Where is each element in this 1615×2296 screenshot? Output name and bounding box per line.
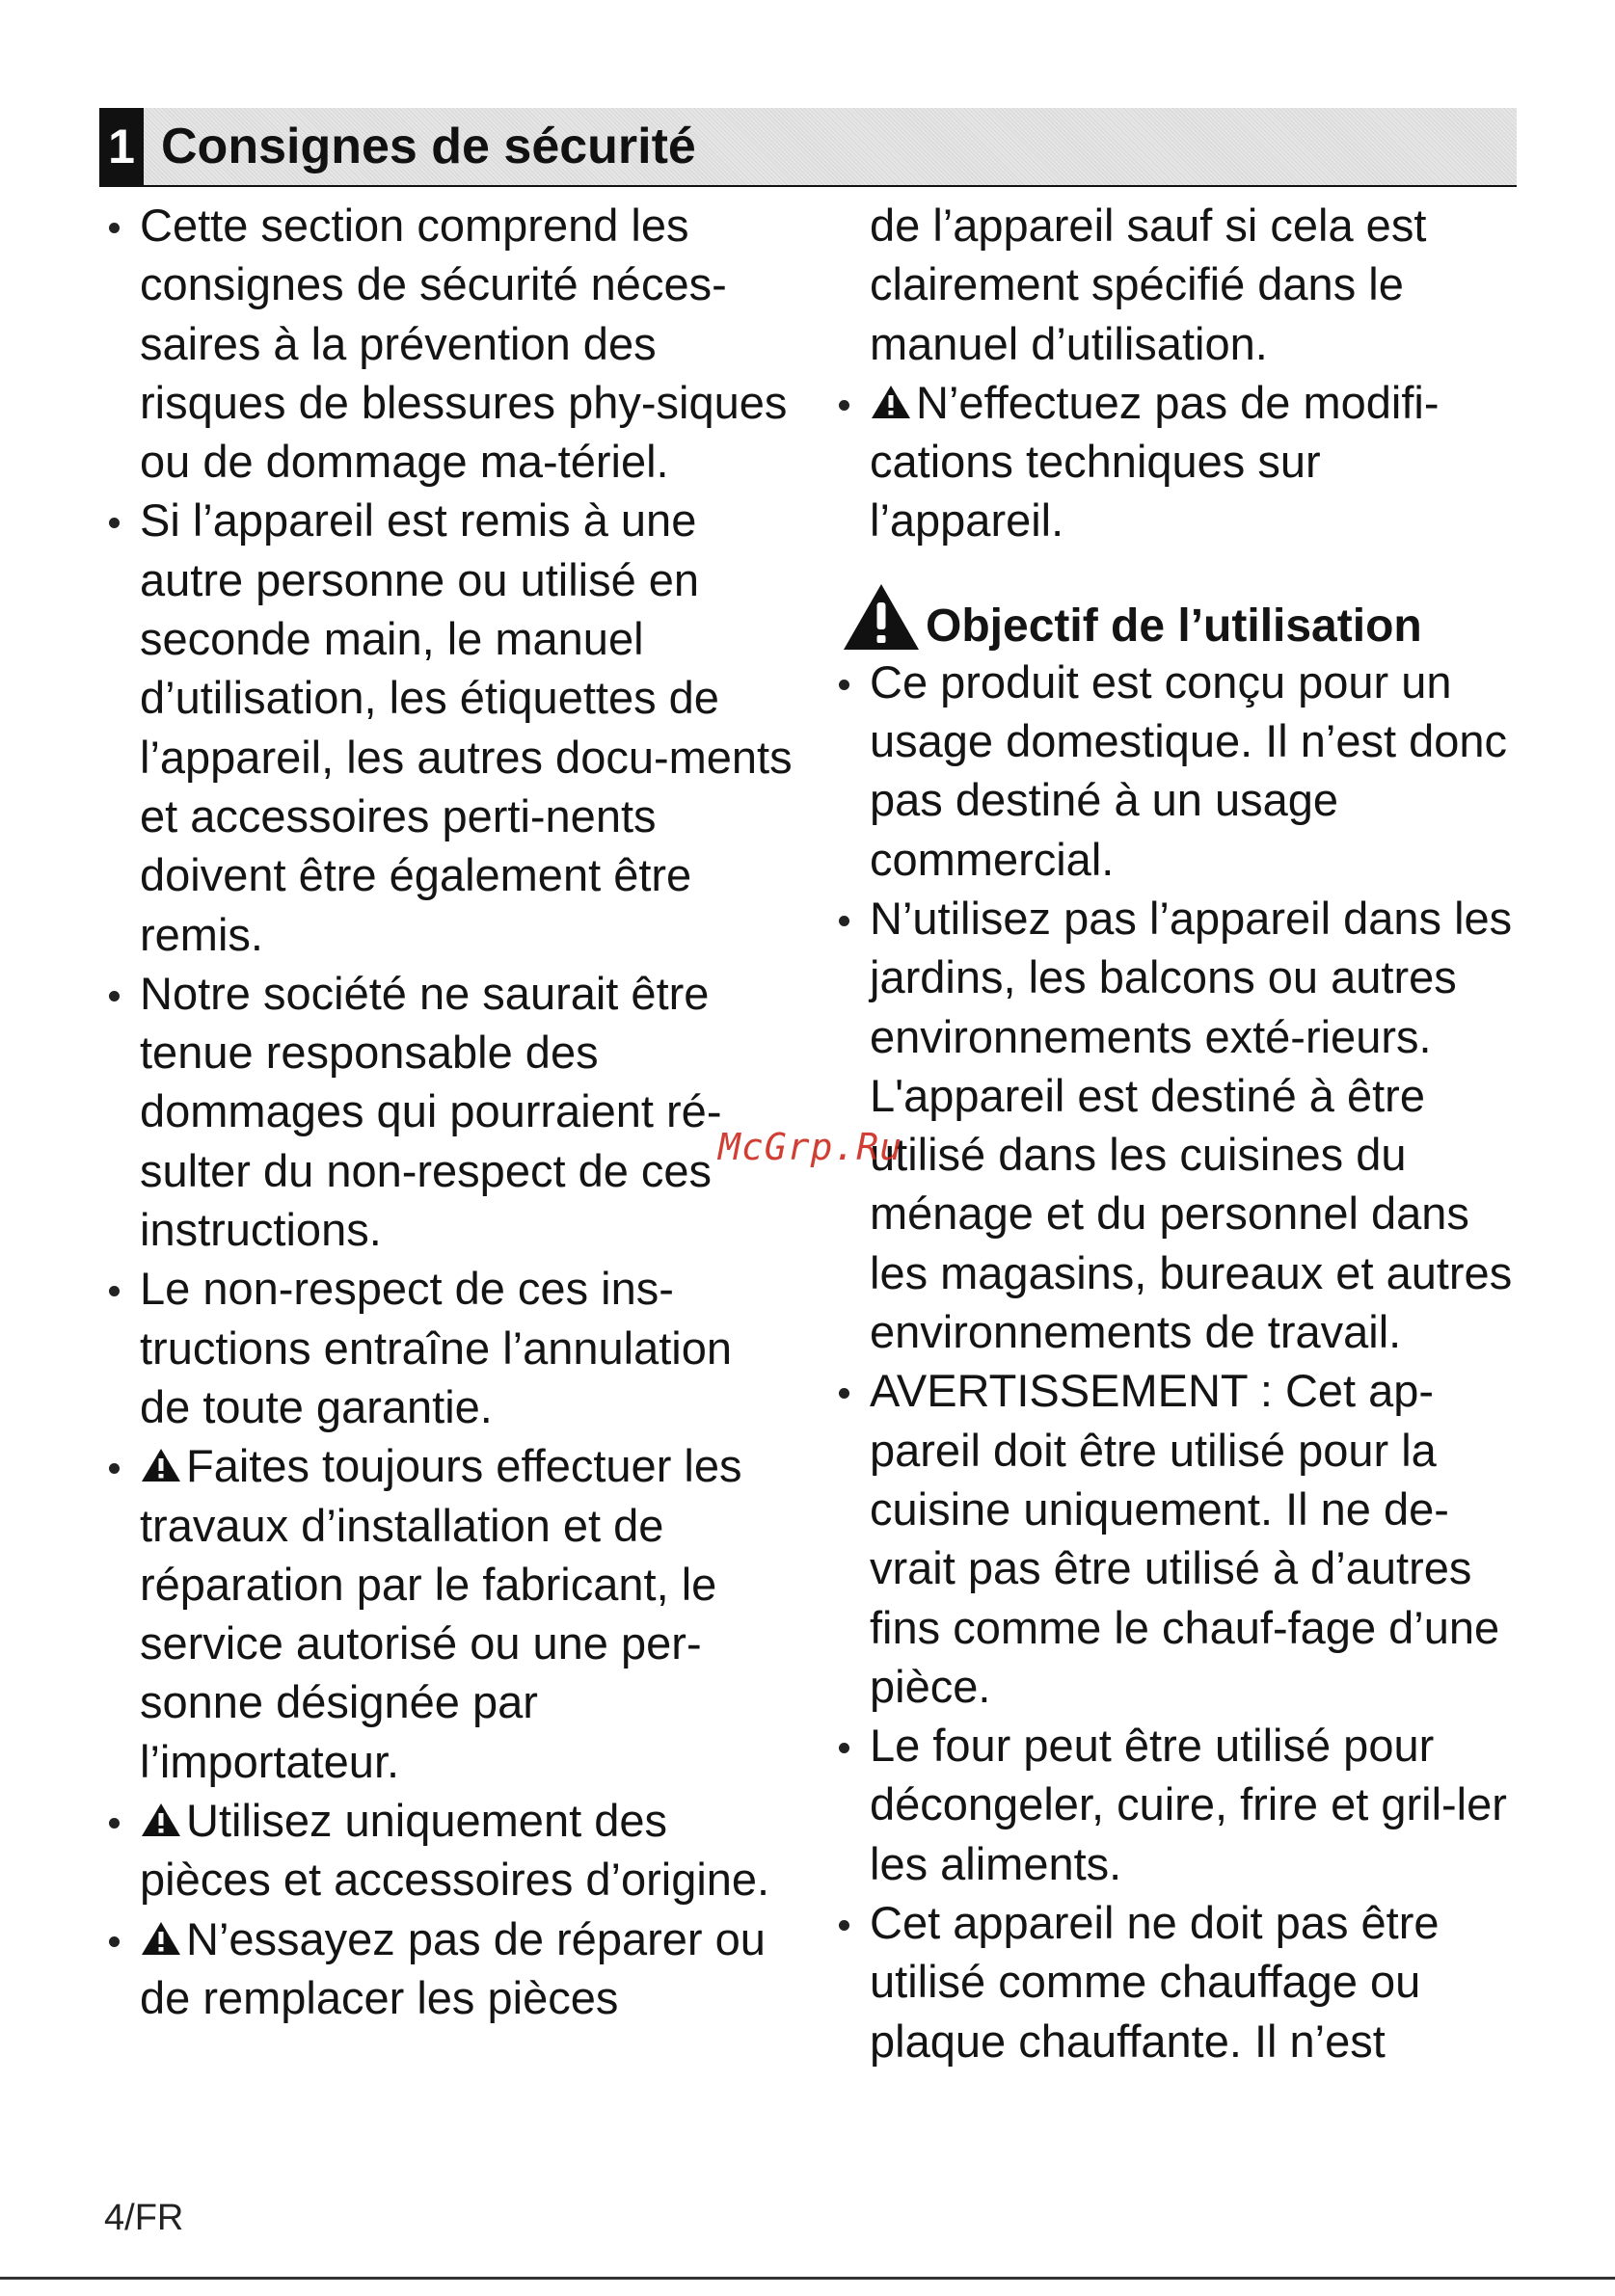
- list-item: Cette section comprend les consignes de sécurité néces-saires à la prévention des risques de blessures phy-siques ou de dommage ma-tériel.: [99, 196, 794, 491]
- list-item: N’effectuez pas de modifi-cations techniques sur l’appareil.: [829, 373, 1519, 550]
- warning-lead: AVERTISSEMENT :: [870, 1365, 1273, 1417]
- subheading-usage-purpose: Objectif de l’utilisation: [829, 585, 1519, 653]
- left-column: [99, 196, 794, 2027]
- list-item: Utilisez uniquement des pièces et accessoires d’origine.: [99, 1791, 794, 1909]
- warning-triangle-icon: [140, 1802, 182, 1838]
- list-item: Cet appareil ne doit pas être utilisé comme chauffage ou plaque chauffante. Il n’est: [829, 1893, 1519, 2070]
- list-item: N’utilisez pas l’appareil dans les jardins, les balcons ou autres environnements exté-rieurs. L'appareil est destiné à être utilisé dans les cuisines du ménage et du personnel dans les magasins, bureaux et autres environnements de travail.: [829, 889, 1519, 1361]
- list-item: Si l’appareil est remis à une autre personne ou utilisé en seconde main, le manuel d’utilisation, les étiquettes de l’appareil, les autres docu-ments et accessoires perti-nents doivent être également être remis.: [99, 491, 794, 963]
- warning-triangle-icon: [140, 1920, 182, 1957]
- list-item-warning: AVERTISSEMENT : Cet ap-pareil doit être utilisé pour la cuisine uniquement. Il ne de-vrait pas être utilisé à d’autres fins comme le chauf-fage d’une pièce.: [829, 1361, 1519, 1716]
- list-item: Le non-respect de ces ins-tructions entraîne l’annulation de toute garantie.: [99, 1259, 794, 1436]
- warning-triangle-icon: [870, 384, 912, 420]
- large-warning-triangle-icon: [842, 581, 921, 653]
- bottom-rule: [0, 2277, 1615, 2280]
- page-label: 4/FR: [104, 2198, 184, 2238]
- list-item: Notre société ne saurait être tenue responsable des dommages qui pourraient ré-sulter du non-respect de ces instructions.: [99, 964, 794, 1259]
- section-number-badge: 1: [99, 108, 144, 185]
- right-column: [829, 196, 1519, 2070]
- list-item-continuation: de l’appareil sauf si cela est clairement spécifié dans le manuel d’utilisation.: [870, 200, 1427, 369]
- list-item: Le four peut être utilisé pour décongeler, cuire, frire et gril-ler les aliments.: [829, 1716, 1519, 1893]
- list-item: N’essayez pas de réparer ou de remplacer les pièces: [99, 1909, 794, 2028]
- section-title: Consignes de sécurité: [161, 119, 696, 174]
- watermark: McGrp.Ru: [718, 1126, 903, 1168]
- section-header: [99, 108, 1517, 187]
- list-item: Faites toujours effectuer les travaux d’installation et de réparation par le fabricant, le service autorisé ou une per-sonne désignée par l’importateur.: [99, 1436, 794, 1791]
- warning-triangle-icon: [140, 1447, 182, 1483]
- list-item: Ce produit est conçu pour un usage domestique. Il n’est donc pas destiné à un usage commercial.: [829, 653, 1519, 889]
